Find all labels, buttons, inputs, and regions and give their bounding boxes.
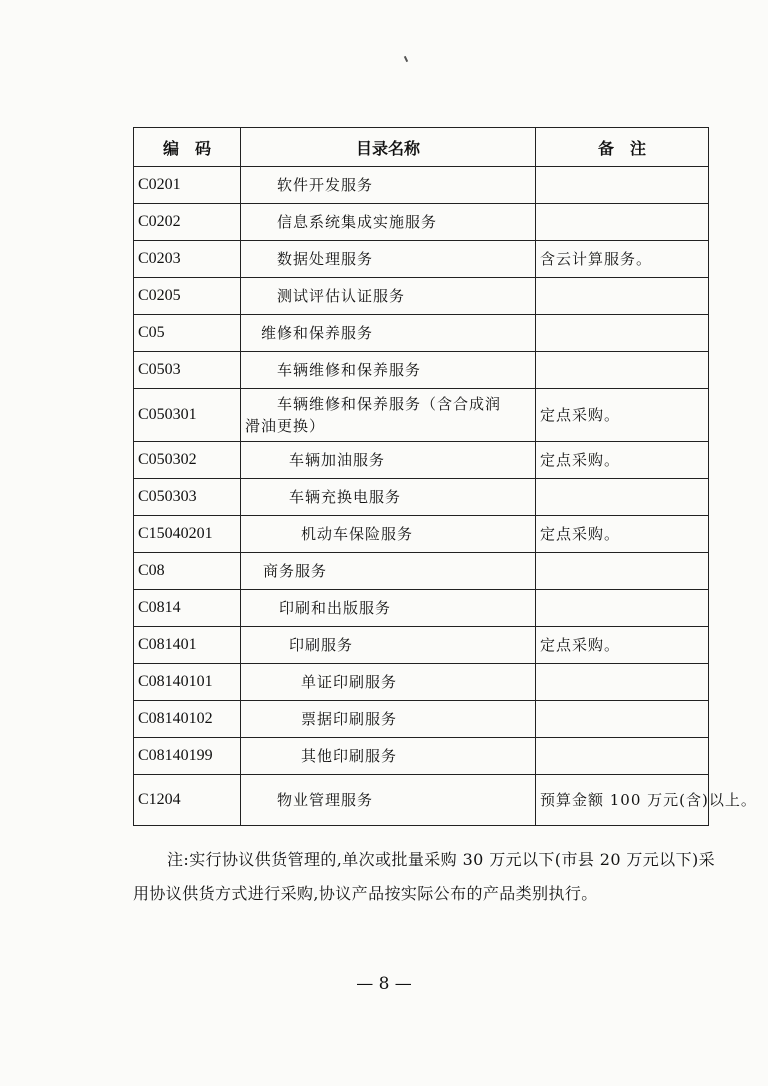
catalog-table: [133, 127, 757, 826]
row-code: C0201: [134, 167, 241, 204]
row-note: [536, 553, 709, 590]
row-name: 单证印刷服务: [241, 664, 536, 701]
row-name-line-2: 滑油更换）: [245, 417, 326, 435]
row-code: C0203: [134, 241, 241, 278]
table-row: [134, 278, 709, 315]
table-row: [134, 664, 709, 701]
row-name: 车辆充换电服务: [241, 479, 536, 516]
row-code: C1204: [134, 775, 241, 826]
table-row: [134, 241, 709, 278]
row-code: C0814: [134, 590, 241, 627]
row-note: [536, 167, 709, 204]
row-name: 印刷服务: [241, 627, 536, 664]
row-name: 票据印刷服务: [241, 701, 536, 738]
row-name: 商务服务: [241, 553, 536, 590]
row-note: [536, 590, 709, 627]
table-row: [134, 701, 709, 738]
row-note: 定点采购。: [536, 516, 709, 553]
row-name: 物业管理服务: [241, 775, 536, 826]
row-name: 数据处理服务: [241, 241, 536, 278]
scan-speck: [404, 56, 408, 62]
row-name-line-1: 车辆维修和保养服务（含合成润: [277, 395, 502, 413]
row-name: 维修和保养服务: [241, 315, 536, 352]
row-note: [536, 738, 709, 775]
table-row: [134, 352, 709, 389]
row-code: C081401: [134, 627, 241, 664]
row-note: [536, 352, 709, 389]
row-name: [241, 389, 536, 442]
row-code: C08140199: [134, 738, 241, 775]
table-row: [134, 442, 709, 479]
table-row: [134, 738, 709, 775]
row-note: 含云计算服务。: [536, 241, 709, 278]
row-note: [536, 204, 709, 241]
row-code: C08: [134, 553, 241, 590]
row-code: C0503: [134, 352, 241, 389]
row-code: C0202: [134, 204, 241, 241]
table-header-row: [134, 128, 709, 167]
row-code: C08140102: [134, 701, 241, 738]
row-code: C0205: [134, 278, 241, 315]
header-code: 编 码: [134, 128, 241, 167]
page-number: — 8 —: [356, 974, 412, 994]
row-name: 测试评估认证服务: [241, 278, 536, 315]
row-code: C15040201: [134, 516, 241, 553]
row-note: 定点采购。: [536, 389, 709, 442]
row-name: 其他印刷服务: [241, 738, 536, 775]
table-row: [134, 553, 709, 590]
row-code: C08140101: [134, 664, 241, 701]
row-note: [536, 315, 709, 352]
row-code: C050302: [134, 442, 241, 479]
row-note: 预算金额 100 万元(含)以上。: [536, 775, 709, 826]
row-note: 定点采购。: [536, 627, 709, 664]
row-name: 印刷和出版服务: [241, 590, 536, 627]
row-note: [536, 479, 709, 516]
table-row: [134, 389, 709, 442]
row-name: 车辆加油服务: [241, 442, 536, 479]
table-row: [134, 315, 709, 352]
row-note: [536, 278, 709, 315]
table-row: [134, 204, 709, 241]
row-name: 软件开发服务: [241, 167, 536, 204]
row-name: 车辆维修和保养服务: [241, 352, 536, 389]
header-name: 目录名称: [241, 128, 536, 167]
row-note: 定点采购。: [536, 442, 709, 479]
table-row: [134, 775, 709, 826]
row-code: C050303: [134, 479, 241, 516]
row-code: C050301: [134, 389, 241, 442]
row-name: 信息系统集成实施服务: [241, 204, 536, 241]
table-row: [134, 479, 709, 516]
header-note: 备 注: [536, 128, 709, 167]
footnote: 注:实行协议供货管理的,单次或批量采购 30 万元以下(市县 20 万元以下)采用协议供货方式进行采购,协议产品按实际公布的产品类别执行。: [133, 850, 716, 903]
table-row: [134, 516, 709, 553]
row-note: [536, 664, 709, 701]
table-row: [134, 167, 709, 204]
row-code: C05: [134, 315, 241, 352]
table-row: [134, 590, 709, 627]
row-note: [536, 701, 709, 738]
table-row: [134, 627, 709, 664]
row-name: 机动车保险服务: [241, 516, 536, 553]
